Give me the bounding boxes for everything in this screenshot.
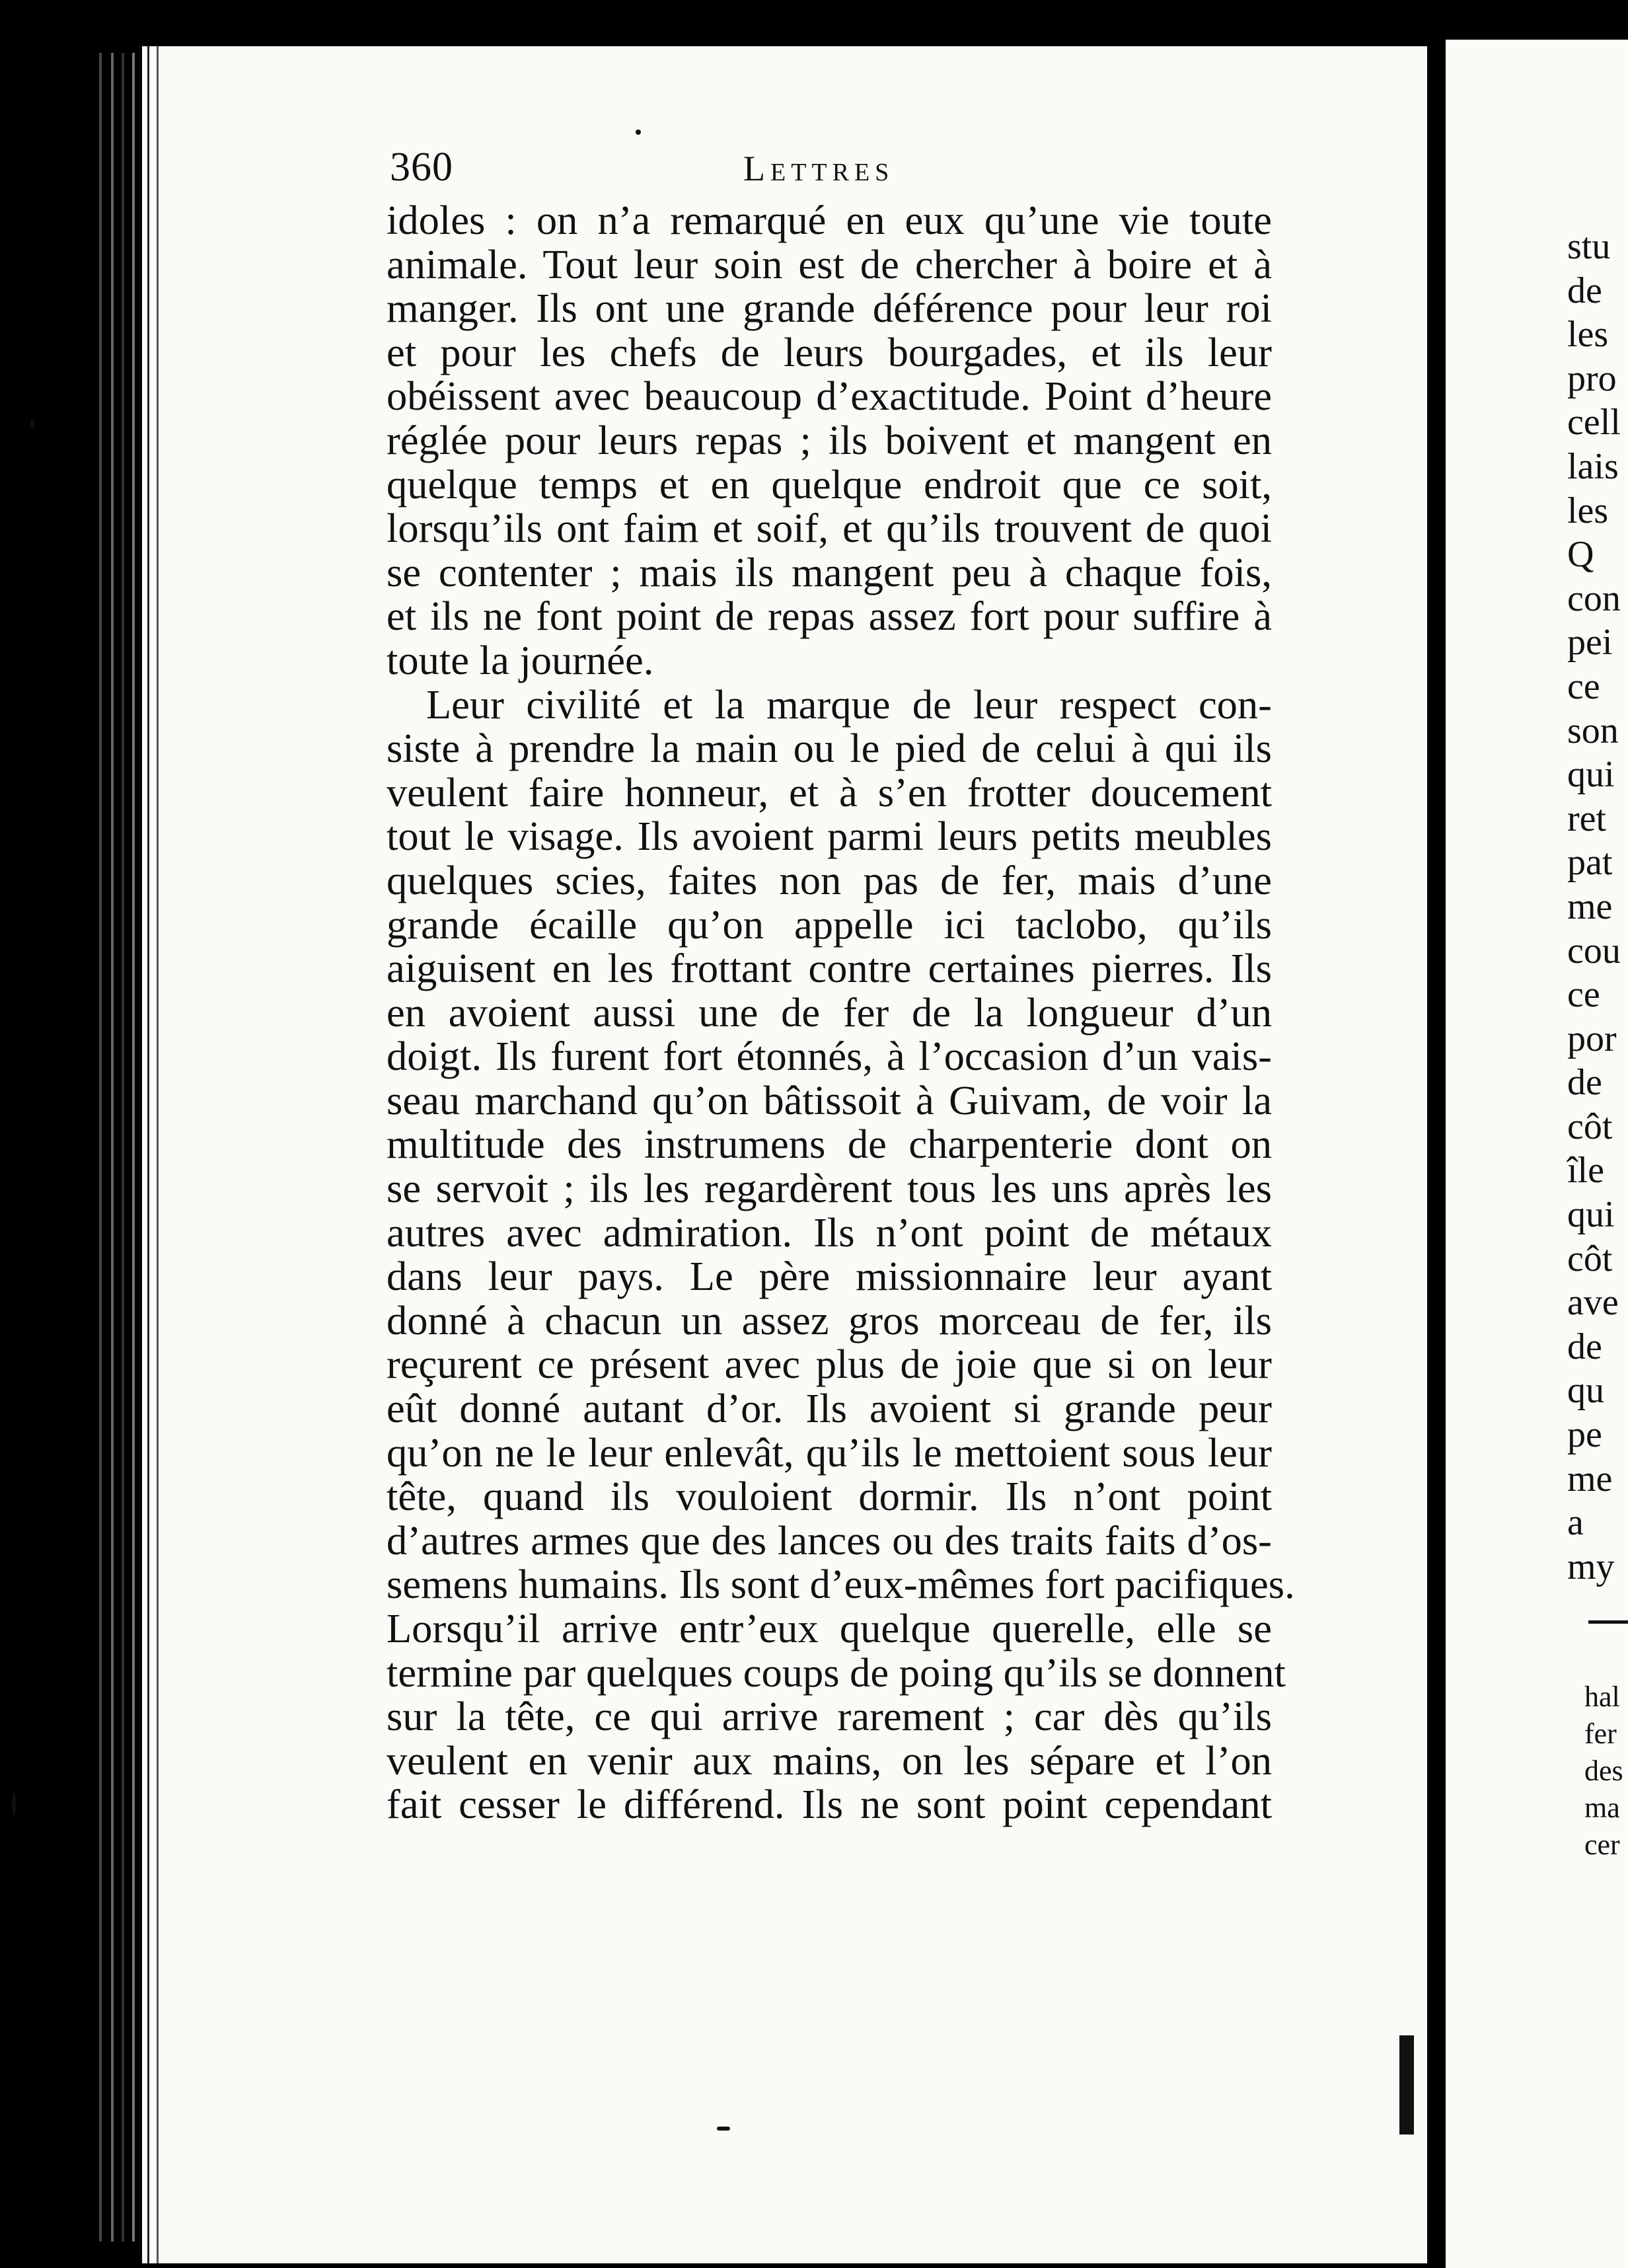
footnote-fragment: des (1584, 1755, 1623, 1787)
ink-speck (717, 2127, 730, 2131)
right-text-fragment: pro (1567, 358, 1617, 399)
text-line: Lorsqu’il arrive entr’eux quelque querelle, elle se (387, 1605, 1272, 1651)
text-line: grande écaille qu’on appelle ici taclobo, qu’ils (387, 901, 1272, 948)
text-line: qu’on ne le leur enlevât, qu’ils le mettoient sous leur (387, 1429, 1272, 1476)
gutter (1427, 0, 1446, 2268)
right-text-fragment: île (1567, 1150, 1604, 1191)
right-text-fragment: les (1567, 490, 1609, 531)
right-text-fragment: pat (1567, 842, 1613, 884)
right-text-fragment: my (1567, 1546, 1615, 1587)
right-text-fragment: por (1567, 1018, 1617, 1059)
right-text-fragment: ret (1567, 798, 1607, 839)
right-text-fragment: cou (1567, 930, 1621, 971)
right-text-fragment: Q (1567, 534, 1594, 576)
text-line: et ils ne font point de repas assez fort pour suffire à (387, 593, 1272, 640)
text-line: tout le visage. Ils avoient parmi leurs petits meubles (387, 813, 1272, 860)
right-text-fragment: pei (1567, 622, 1613, 663)
text-line: termine par quelques coups de poing qu’ils se donnent (387, 1649, 1286, 1696)
right-text-fragment: de (1567, 1062, 1602, 1104)
text-line: eût donné autant d’or. Ils avoient si grande peur (387, 1385, 1272, 1432)
text-line: animale. Tout leur soin est de chercher à boire et à (387, 241, 1272, 287)
text-line: fait cesser le différend. Ils ne sont point cependant (387, 1781, 1272, 1828)
text-line: en avoient aussi une de fer de la longueur d’un (387, 989, 1272, 1036)
text-line: autres avec admiration. Ils n’ont point de métaux (387, 1209, 1272, 1256)
text-line: semens humains. Ils sont d’eux-mêmes fort pacifiques. (387, 1561, 1295, 1608)
ink-speck (12, 1792, 16, 1815)
text-line: réglée pour leurs repas ; ils boivent et mangent en (387, 416, 1272, 463)
right-text-fragment: ce (1567, 665, 1600, 707)
page-number: 360 (390, 145, 453, 190)
ink-speck (30, 419, 34, 428)
text-line: aiguisent en les frottant contre certaines pierres. Ils (387, 945, 1272, 992)
text-line: lorsqu’ils ont faim et soif, et qu’ils trouvent de quoi (387, 505, 1272, 552)
text-line: seau marchand qu’on bâtissoit à Guivam, de voir la (387, 1077, 1272, 1123)
right-text-fragment: me (1567, 886, 1613, 927)
right-text-fragment: qui (1567, 754, 1615, 796)
footnote-fragment: ma (1584, 1792, 1620, 1824)
right-text-fragment: les (1567, 314, 1609, 356)
footnote-fragment: fer (1584, 1718, 1617, 1750)
gutter-mark (1399, 2035, 1414, 2135)
footnote-fragment: hal (1584, 1681, 1620, 1713)
footnote-fragment: cer (1584, 1829, 1620, 1861)
right-text-fragment: ce (1567, 974, 1600, 1016)
running-head: Lettres (743, 149, 895, 188)
text-line: Leur civilité et la marque de leur respect con- (426, 681, 1272, 728)
ink-speck (636, 130, 641, 135)
binding-edge (0, 0, 145, 2268)
text-line: d’autres armes que des lances ou des traits faits d’os- (387, 1517, 1272, 1564)
text-line: se servoit ; ils les regardèrent tous les uns après les (387, 1165, 1272, 1212)
right-text-fragment: de (1567, 270, 1602, 311)
page-header (390, 144, 1275, 204)
right-text-fragment: stu (1567, 226, 1611, 267)
right-text-fragment: côt (1567, 1106, 1613, 1147)
right-text-fragment: a (1567, 1502, 1584, 1544)
footnote-rule (1588, 1620, 1628, 1624)
right-text-fragment: côt (1567, 1238, 1613, 1279)
text-line: siste à prendre la main ou le pied de celui à qui ils (387, 725, 1272, 772)
text-line: dans leur pays. Le père missionnaire leur ayant (387, 1253, 1272, 1300)
right-text-fragment: ave (1567, 1282, 1619, 1324)
right-text-fragment: qu (1567, 1370, 1604, 1412)
text-line: doigt. Ils furent fort étonnés, à l’occasion d’un vais- (387, 1033, 1272, 1080)
text-line: reçurent ce présent avec plus de joie que si on leur (387, 1341, 1272, 1388)
right-text-fragment: lais (1567, 445, 1619, 487)
text-line: tête, quand ils vouloient dormir. Ils n’ont point (387, 1473, 1272, 1520)
text-line: multitude des instrumens de charpenterie dont on (387, 1121, 1272, 1168)
body-text (387, 197, 1295, 1828)
text-line: donné à chacun un assez gros morceau de fer, ils (387, 1297, 1272, 1343)
text-line: sur la tête, ce qui arrive rarement ; car dès qu’ils (387, 1693, 1272, 1740)
right-text-fragment: pe (1567, 1414, 1602, 1456)
text-line: quelques scies, faites non pas de fer, mais d’une (387, 856, 1272, 903)
right-page-text (1567, 225, 1628, 1589)
text-line: veulent faire honneur, et à s’en frotter doucement (387, 769, 1272, 815)
text-line: obéissent avec beaucoup d’exactitude. Point d’heure (387, 373, 1272, 420)
right-text-fragment: con (1567, 578, 1621, 619)
right-text-fragment: cell (1567, 402, 1621, 443)
text-line: toute la journée. (387, 636, 654, 683)
text-line: idoles : on n’a remarqué en eux qu’une vie toute (387, 197, 1272, 243)
right-page-footnote (1584, 1679, 1628, 1864)
right-text-fragment: son (1567, 710, 1619, 751)
right-text-fragment: de (1567, 1326, 1602, 1367)
text-line: se contenter ; mais ils mangent peu à chaque fois, (387, 548, 1272, 595)
text-line: manger. Ils ont une grande déférence pour leur roi (387, 285, 1272, 332)
right-text-fragment: qui (1567, 1194, 1615, 1236)
text-line: et pour les chefs de leurs bourgades, et ils leur (387, 328, 1272, 375)
text-line: quelque temps et en quelque endroit que ce soit, (387, 461, 1272, 508)
text-line: veulent en venir aux mains, on les sépare et l’on (387, 1737, 1272, 1784)
right-text-fragment: me (1567, 1458, 1613, 1499)
